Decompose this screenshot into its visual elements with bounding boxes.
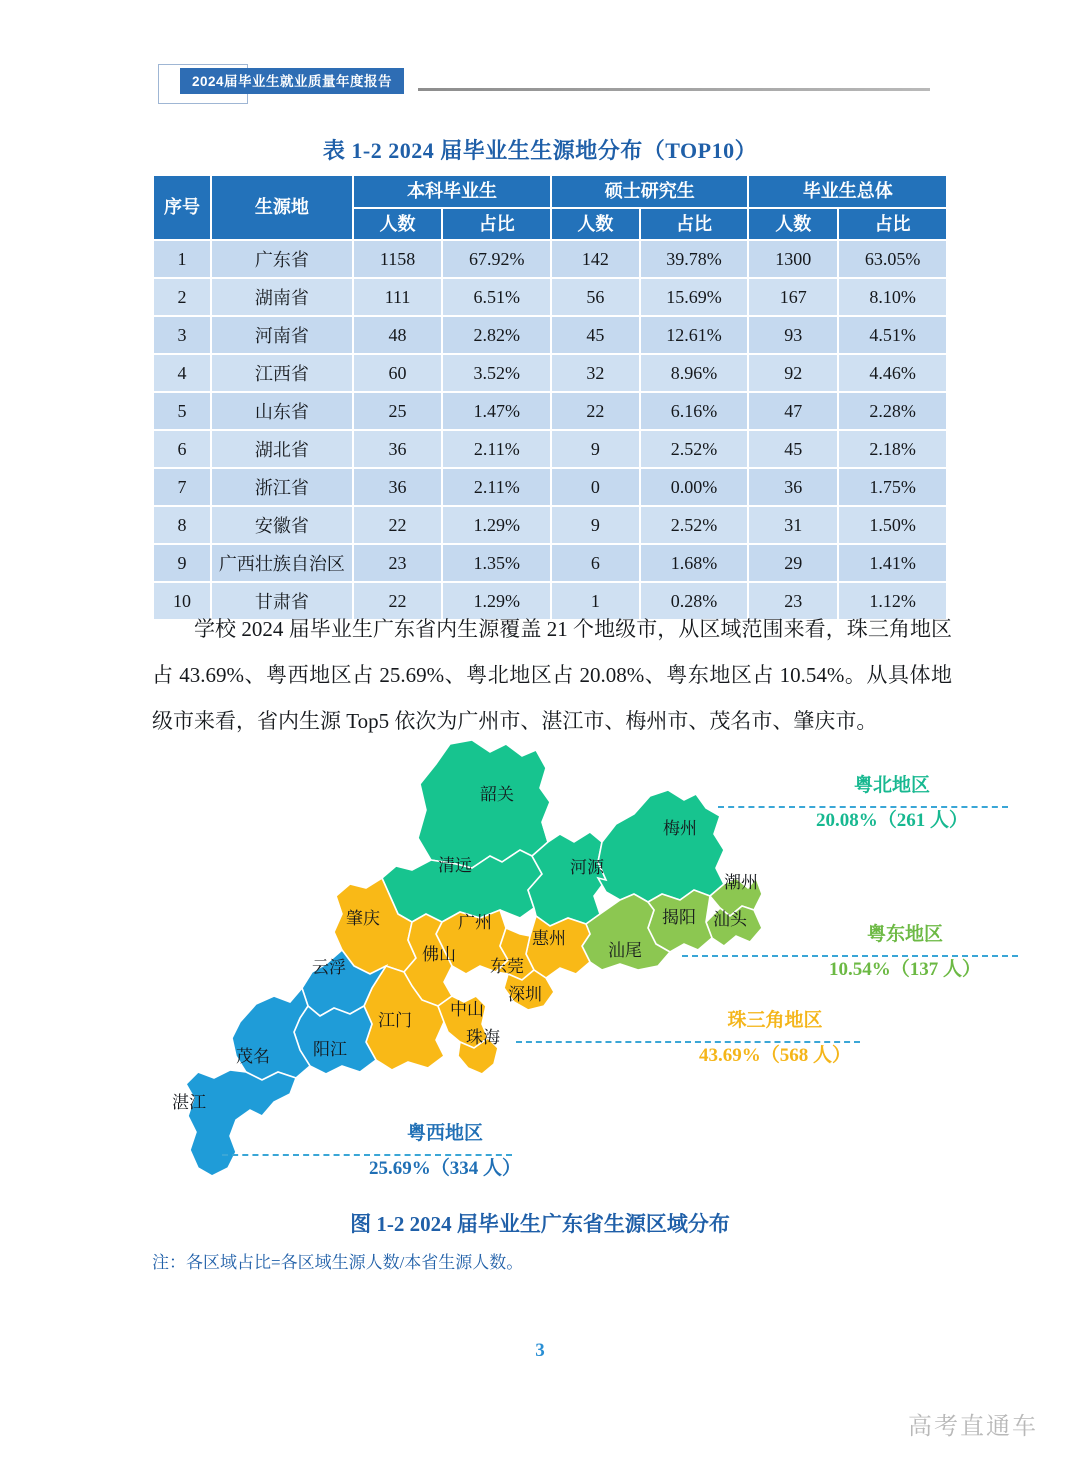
cell-no: 9 (154, 545, 210, 581)
cell-ug-pct: 2.11% (443, 469, 550, 505)
cell-pg-pct: 0.00% (641, 469, 748, 505)
table-body (154, 241, 946, 619)
col-header-all-count: 人数 (749, 209, 837, 240)
city-label-zhanjiang: 湛江 (172, 1093, 206, 1112)
cell-no: 6 (154, 431, 210, 467)
cell-all-pct: 4.51% (839, 317, 946, 353)
cell-all-count: 1300 (749, 241, 837, 277)
cell-place: 浙江省 (212, 469, 352, 505)
cell-all-pct: 8.10% (839, 279, 946, 315)
figure-note: 注：各区域占比=各区域生源人数/本省生源人数。 (152, 1253, 524, 1272)
region-north-meizhou (598, 790, 724, 902)
figure-caption: 图 1-2 2024 届毕业生广东省生源区域分布 (350, 1212, 730, 1236)
city-label-guangzhou: 广州 (458, 913, 492, 932)
cell-pg-pct: 39.78% (641, 241, 748, 277)
cell-pg-count: 9 (552, 431, 638, 467)
cell-no: 4 (154, 355, 210, 391)
cell-ug-count: 25 (354, 393, 442, 429)
body-paragraph: 学校 2024 届毕业生广东省内生源覆盖 21 个地级市，从区域范围来看，珠三角地区占 43.69%、粤西地区占 25.69%、粤北地区占 20.08%、粤东地区占 10.54%。从具体地级市来看，省内生源 Top5 依次为广州市、湛江市、梅州市、茂名市、肇庆市。 (152, 617, 952, 733)
table-row (154, 317, 946, 353)
city-label-jieyang: 揭阳 (662, 908, 696, 927)
region-west-zhanjiang (186, 1070, 296, 1176)
city-label-maoming: 茂名 (236, 1047, 270, 1066)
cell-place: 甘肃省 (212, 583, 352, 619)
cell-no: 8 (154, 507, 210, 543)
city-label-zhuhai: 珠海 (466, 1028, 500, 1047)
cell-pg-count: 1 (552, 583, 638, 619)
city-label-foshan: 佛山 (422, 945, 456, 964)
callout-east (790, 919, 1020, 981)
col-header-total: 毕业生总体 (749, 176, 946, 207)
cell-no: 10 (154, 583, 210, 619)
cell-pg-count: 22 (552, 393, 638, 429)
cell-ug-pct: 1.29% (443, 507, 550, 543)
table-title: 表 1-2 2024 届毕业生生源地分布（TOP10） (322, 138, 758, 163)
cell-all-count: 167 (749, 279, 837, 315)
cell-all-count: 92 (749, 355, 837, 391)
cell-ug-count: 1158 (354, 241, 442, 277)
cell-all-count: 29 (749, 545, 837, 581)
cell-pg-count: 32 (552, 355, 638, 391)
callout-east-title: 粤东地区 (866, 924, 943, 945)
cell-pg-count: 6 (552, 545, 638, 581)
cell-no: 1 (154, 241, 210, 277)
city-label-yunfu: 云浮 (312, 958, 346, 977)
cell-pg-pct: 8.96% (641, 355, 748, 391)
city-label-meizhou: 梅州 (663, 819, 697, 838)
watermark: 高考直通车 (908, 1413, 1038, 1440)
table-row (154, 545, 946, 581)
cell-ug-pct: 1.47% (443, 393, 550, 429)
cell-ug-count: 36 (354, 469, 442, 505)
page-header (0, 0, 1080, 110)
cell-ug-pct: 1.29% (443, 583, 550, 619)
city-label-jiangmen: 江门 (378, 1011, 412, 1030)
cell-place: 河南省 (212, 317, 352, 353)
table-row (154, 393, 946, 429)
col-header-no: 序号 (154, 176, 210, 239)
col-header-master: 硕士研究生 (552, 176, 747, 207)
table-row (154, 279, 946, 315)
cell-pg-pct: 2.52% (641, 507, 748, 543)
cell-ug-pct: 3.52% (443, 355, 550, 391)
city-label-shanwei: 汕尾 (608, 941, 642, 960)
cell-ug-pct: 2.82% (443, 317, 550, 353)
page-number: 3 (535, 1340, 545, 1361)
cell-pg-pct: 1.68% (641, 545, 748, 581)
callout-north (772, 770, 1012, 832)
col-header-all-pct: 占比 (839, 209, 946, 240)
cell-all-pct: 1.41% (839, 545, 946, 581)
callout-prd-title: 珠三角地区 (727, 1010, 823, 1031)
cell-ug-count: 111 (354, 279, 442, 315)
cell-pg-pct: 2.52% (641, 431, 748, 467)
cell-pg-count: 9 (552, 507, 638, 543)
col-header-undergrad: 本科毕业生 (354, 176, 550, 207)
cell-no: 7 (154, 469, 210, 505)
col-header-ug-pct: 占比 (443, 209, 550, 240)
cell-all-pct: 1.75% (839, 469, 946, 505)
cell-ug-pct: 1.35% (443, 545, 550, 581)
running-title: 2024届毕业生就业质量年度报告 (180, 68, 404, 94)
col-header-pg-pct: 占比 (641, 209, 748, 240)
cell-no: 3 (154, 317, 210, 353)
callout-west-title: 粤西地区 (406, 1123, 483, 1144)
city-label-zhongshan: 中山 (450, 1000, 484, 1019)
cell-ug-count: 36 (354, 431, 442, 467)
cell-pg-count: 45 (552, 317, 638, 353)
col-header-place: 生源地 (212, 176, 352, 239)
cell-pg-pct: 6.16% (641, 393, 748, 429)
cell-pg-pct: 0.28% (641, 583, 748, 619)
region-north-shaoguan (418, 740, 550, 868)
cell-all-count: 93 (749, 317, 837, 353)
cell-place: 广西壮族自治区 (212, 545, 352, 581)
callout-prd-value: 43.69%（568 人） (698, 1045, 851, 1066)
city-label-shenzhen: 深圳 (508, 985, 542, 1004)
callout-prd (660, 1005, 890, 1067)
cell-place: 安徽省 (212, 507, 352, 543)
city-label-dongguan: 东莞 (490, 957, 524, 976)
city-label-heyuan: 河源 (570, 858, 604, 877)
header-rule (418, 88, 930, 91)
table-row (154, 431, 946, 467)
city-label-yangjiang: 阳江 (313, 1040, 347, 1059)
cell-ug-count: 22 (354, 507, 442, 543)
origin-distribution-table (152, 174, 948, 621)
cell-ug-pct: 6.51% (443, 279, 550, 315)
cell-ug-pct: 2.11% (443, 431, 550, 467)
city-label-qingyuan: 清远 (438, 856, 472, 875)
cell-ug-pct: 67.92% (443, 241, 550, 277)
cell-all-pct: 2.28% (839, 393, 946, 429)
cell-place: 广东省 (212, 241, 352, 277)
cell-pg-pct: 15.69% (641, 279, 748, 315)
table-row (154, 507, 946, 543)
city-label-shantou: 汕头 (713, 910, 747, 929)
city-label-huizhou: 惠州 (532, 929, 566, 948)
cell-place: 湖北省 (212, 431, 352, 467)
cell-ug-count: 60 (354, 355, 442, 391)
cell-ug-count: 23 (354, 545, 442, 581)
cell-all-count: 31 (749, 507, 837, 543)
cell-all-pct: 2.18% (839, 431, 946, 467)
cell-all-pct: 4.46% (839, 355, 946, 391)
cell-all-pct: 1.50% (839, 507, 946, 543)
cell-place: 湖南省 (212, 279, 352, 315)
cell-all-count: 23 (749, 583, 837, 619)
cell-no: 5 (154, 393, 210, 429)
cell-ug-count: 22 (354, 583, 442, 619)
callout-west (330, 1118, 560, 1180)
cell-pg-pct: 12.61% (641, 317, 748, 353)
city-label-zhaoqing: 肇庆 (346, 909, 380, 928)
cell-all-count: 45 (749, 431, 837, 467)
callout-north-value: 20.08%（261 人） (815, 810, 968, 831)
callout-west-value: 25.69%（334 人） (368, 1158, 521, 1179)
map-regions (186, 740, 762, 1176)
table-row (154, 469, 946, 505)
cell-place: 山东省 (212, 393, 352, 429)
cell-pg-count: 142 (552, 241, 638, 277)
col-header-pg-count: 人数 (552, 209, 638, 240)
city-label-chaozhou: 潮州 (724, 873, 758, 892)
callout-north-title: 粤北地区 (853, 775, 930, 796)
table-head (154, 176, 946, 239)
col-header-ug-count: 人数 (354, 209, 442, 240)
table-head-row-groups (154, 176, 946, 207)
cell-no: 2 (154, 279, 210, 315)
callout-east-value: 10.54%（137 人） (828, 959, 981, 980)
cell-all-pct: 63.05% (839, 241, 946, 277)
cell-all-pct: 1.12% (839, 583, 946, 619)
cell-ug-count: 48 (354, 317, 442, 353)
cell-pg-count: 56 (552, 279, 638, 315)
city-label-shaoguan: 韶关 (480, 785, 514, 804)
cell-all-count: 36 (749, 469, 837, 505)
cell-place: 江西省 (212, 355, 352, 391)
table-row (154, 241, 946, 277)
cell-pg-count: 0 (552, 469, 638, 505)
table-row (154, 355, 946, 391)
cell-all-count: 47 (749, 393, 837, 429)
